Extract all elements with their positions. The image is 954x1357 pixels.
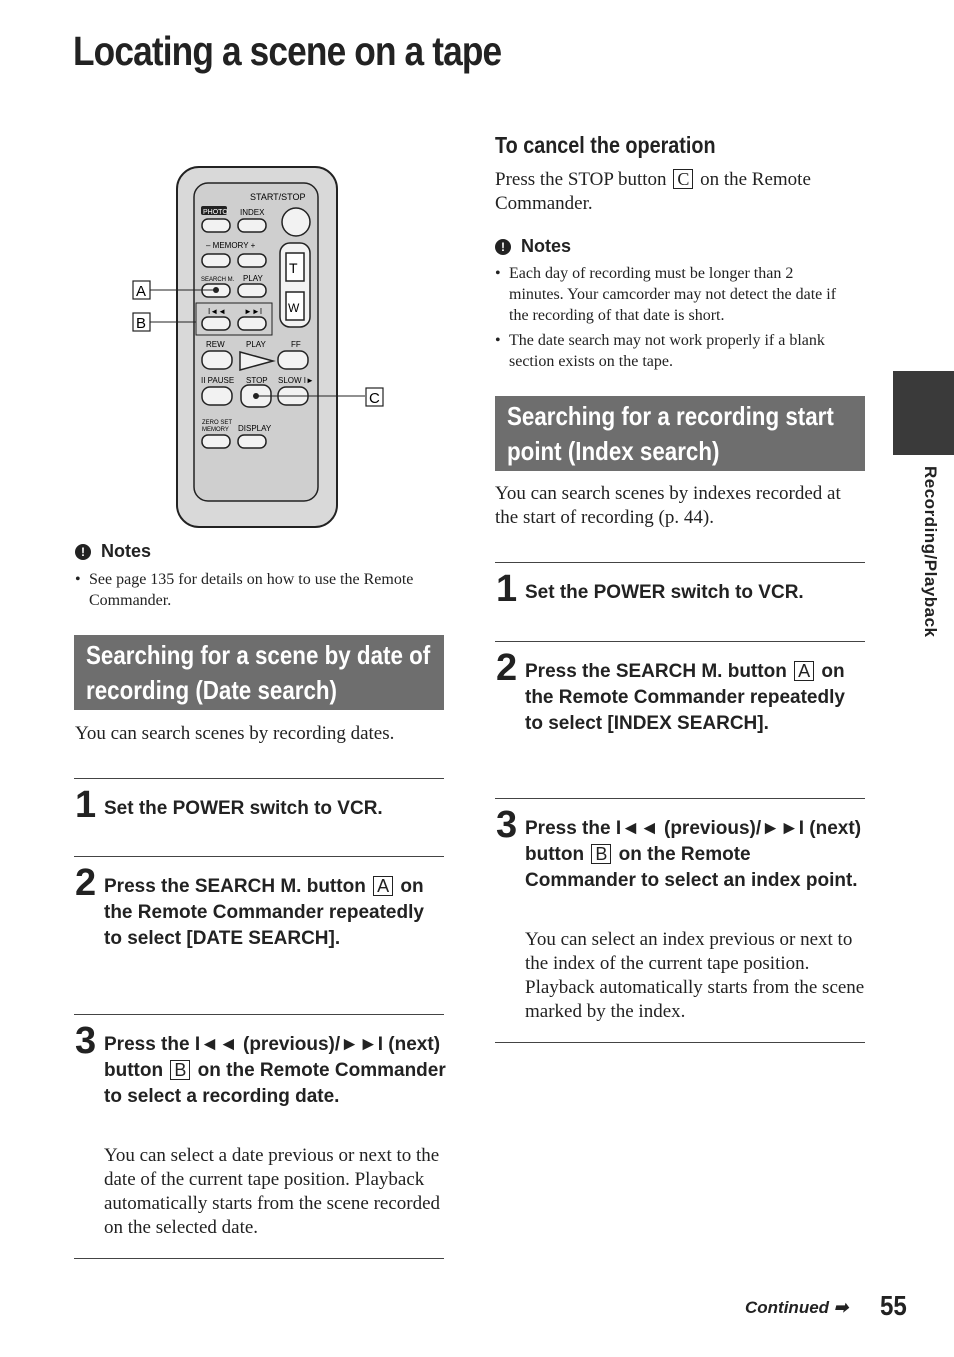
section-tab — [893, 371, 954, 455]
photo-label: PHOTO — [203, 209, 228, 216]
section-tab-label: Recording/Playback — [921, 466, 940, 638]
page-number: 55 — [880, 1290, 907, 1321]
next-button — [238, 317, 266, 330]
divider — [74, 1014, 444, 1015]
ff-button — [278, 351, 308, 369]
previous-icon: I◄◄ — [615, 818, 659, 839]
arrow-right-icon: ➡ — [833, 1298, 849, 1317]
right-notes-heading: ! Notes — [495, 236, 571, 257]
step-number: 2 — [75, 862, 97, 904]
memory-plus-button — [238, 254, 266, 267]
zoom-w-label: W — [288, 301, 300, 315]
divider — [495, 1042, 865, 1043]
callout-box: A — [794, 661, 814, 681]
cancel-text: Press the STOP button C on the Remote Commander. — [495, 169, 811, 214]
next-icon: ►►I — [340, 1034, 384, 1055]
step-text: Set the POWER switch to VCR. — [525, 582, 804, 603]
step-text: Press the I◄◄ (previous)/►►I (next) button B on the Remote Commander to select an index point. — [525, 818, 862, 891]
next-icon: ►►I — [761, 818, 805, 839]
date-search-intro: You can search scenes by recording dates. — [75, 723, 395, 744]
divider — [495, 562, 865, 563]
step-number: 1 — [496, 568, 518, 610]
note-icon: ! — [75, 544, 91, 560]
section-title-line-1: Searching for a scene by date of — [86, 640, 431, 670]
section-title-line-2: point (Index search) — [507, 436, 720, 466]
step-number: 2 — [496, 647, 518, 689]
note-icon: ! — [495, 239, 511, 255]
callout-c: C — [369, 390, 380, 407]
zero-set-label: ZERO SET — [202, 420, 233, 426]
cancel-heading: To cancel the operation — [495, 132, 716, 158]
play-small-label: PLAY — [243, 274, 263, 283]
step-text: Set the POWER switch to VCR. — [104, 798, 383, 819]
divider — [74, 778, 444, 779]
step-text: Press the SEARCH M. button A on the Remote Commander repeatedly to select [INDEX SEARCH]. — [525, 661, 845, 734]
display-label: DISPLAY — [238, 424, 272, 433]
index-label: INDEX — [240, 208, 265, 217]
section-title-line-2: recording (Date search) — [86, 675, 338, 705]
left-notes-heading: ! Notes — [75, 541, 151, 562]
memory-label: – MEMORY + — [206, 241, 256, 250]
divider — [495, 798, 865, 799]
note-item: • The date search may not work properly if a blank section exists on the tape. — [495, 330, 850, 372]
remote-commander-illustration — [128, 165, 390, 533]
right-notes-list — [495, 263, 850, 376]
search-m-label: SEARCH M. — [201, 277, 235, 283]
divider — [74, 1258, 444, 1259]
previous-button — [202, 317, 230, 330]
memory-minus-button — [202, 254, 230, 267]
previous-icon: I◄◄ — [194, 1034, 238, 1055]
display-button — [238, 435, 266, 448]
section-title-line-1: Searching for a recording start — [507, 401, 834, 431]
date-search-section-header — [74, 635, 444, 710]
stop-label: STOP — [246, 376, 268, 385]
divider — [495, 641, 865, 642]
callout-box: B — [170, 1060, 190, 1080]
index-search-section-header — [495, 396, 865, 471]
callout-box: A — [373, 876, 393, 896]
pause-label: II PAUSE — [201, 376, 235, 385]
step-text: Press the I◄◄ (previous)/►►I (next) button B on the Remote Commander to select a recording date. — [104, 1034, 446, 1107]
photo-button — [202, 219, 230, 232]
divider — [74, 856, 444, 857]
zero-set-memory-label: MEMORY — [202, 427, 229, 433]
note-item: • Each day of recording must be longer than 2 minutes. Your camcorder may not detect the date if the recording of that date is short. — [495, 263, 850, 326]
play-label: PLAY — [246, 340, 266, 349]
step-number: 1 — [75, 784, 97, 826]
ff-label: FF — [291, 340, 301, 349]
rew-button — [202, 351, 232, 369]
callout-a: A — [136, 283, 147, 300]
step-number: 3 — [75, 1020, 97, 1062]
callout-box: C — [673, 169, 693, 189]
note-item: • See page 135 for details on how to use the Remote Commander. — [75, 569, 425, 611]
svg-text:►►I: ►►I — [244, 307, 263, 316]
step-text: Press the SEARCH M. button A on the Remote Commander repeatedly to select [DATE SEARCH]. — [104, 876, 424, 949]
step-description: You can select a date previous or next to the date of the current tape position. Playback automatically starts from the scene recorded on the selected date. — [104, 1145, 441, 1238]
index-search-intro: You can search scenes by indexes recorded at the start of recording (p. 44). — [495, 483, 841, 528]
start-stop-label: START/STOP — [250, 192, 306, 202]
step-description: You can select an index previous or next to the index of the current tape position. Playback automatically starts from the scene marked by the index. — [525, 929, 865, 1022]
index-button — [238, 219, 266, 232]
step-number: 3 — [496, 804, 518, 846]
start-stop-button — [282, 208, 310, 236]
rew-label: REW — [206, 340, 225, 349]
pause-button — [202, 387, 232, 405]
svg-text:I◄◄: I◄◄ — [208, 307, 227, 316]
slow-label: SLOW I► — [278, 376, 314, 385]
callout-b: B — [136, 315, 147, 332]
callout-box: B — [591, 844, 611, 864]
page-title: Locating a scene on a tape — [73, 28, 502, 74]
zero-set-memory-button — [202, 435, 230, 448]
zoom-t-label: T — [289, 260, 298, 276]
continued-label: Continued ➡ — [745, 1298, 849, 1317]
left-notes-list — [75, 569, 425, 615]
